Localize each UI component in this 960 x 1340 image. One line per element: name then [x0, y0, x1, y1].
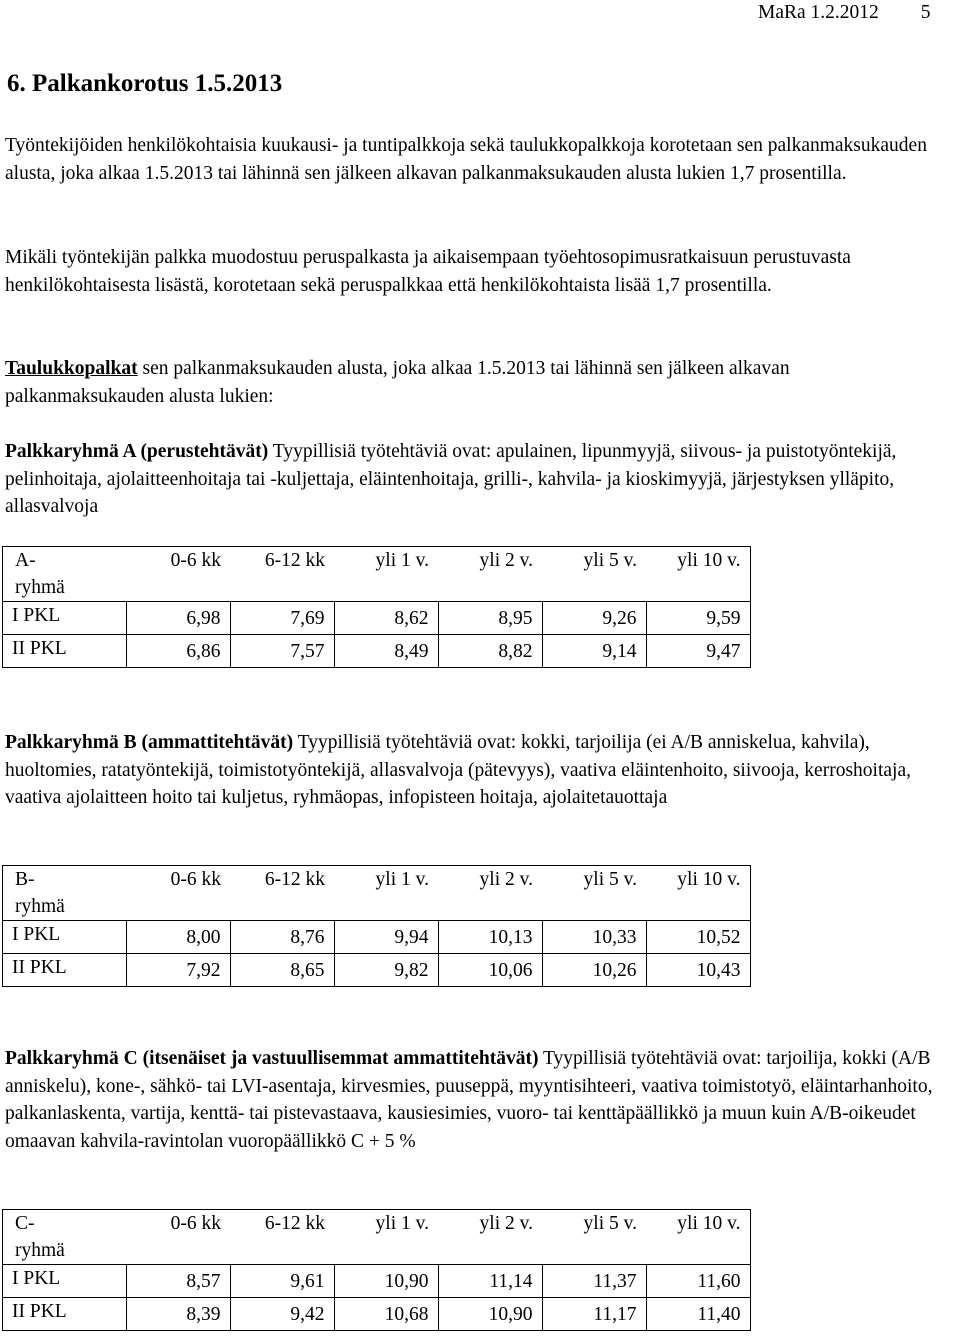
table-cell: 10,06	[438, 954, 542, 987]
table-cell: 8,00	[126, 921, 230, 954]
group-b-text: Tyypillisiä työtehtäviä ovat: kokki, tarjoilija (ei A/B anniskelua, kahvila), huoltomies, ratatyöntekijä, toimistotyöntekijä, allasvalvoja (pätevyys), vaativa eläintenhoito, siivooja, kerroshoitaja, vaativa ajolaitteen hoito tai kuljetus, ryhmäopas, infopisteen hoitaja, ajolaitetauottaja	[5, 732, 911, 808]
group-a-text: Tyypillisiä työtehtäviä ovat: apulainen, lipunmyyjä, siivous- ja puistotyöntekijä, pelinhoitaja, ajolaitteenhoitaja tai -kuljettaja, eläintenhoitaja, grilli-, kahvila- ja kioskimyyjä, järjestyksen ylläpito, allasvalvoja	[5, 441, 897, 517]
table-row	[3, 1298, 751, 1331]
table-cell: 10,33	[542, 921, 646, 954]
row-label: II PKL	[3, 1298, 127, 1331]
table-cell: 9,94	[334, 921, 438, 954]
column-header: yli 10 v.	[646, 866, 750, 921]
column-header: 6-12 kk	[230, 547, 334, 602]
table-cell: 11,60	[646, 1265, 750, 1298]
group-b-corner-label: B- ryhmä	[3, 866, 127, 921]
column-header: yli 1 v.	[334, 866, 438, 921]
table-cell: 8,57	[126, 1265, 230, 1298]
table-cell: 11,17	[542, 1298, 646, 1331]
table-cell: 7,57	[230, 635, 334, 668]
table-intro-rest: sen palkanmaksukauden alusta, joka alkaa 1.5.2013 tai lähinnä sen jälkeen alkavan palkanmaksukauden alusta lukien:	[5, 358, 790, 407]
column-header: yli 2 v.	[438, 1210, 542, 1265]
table-row	[3, 602, 751, 635]
table-cell: 11,40	[646, 1298, 750, 1331]
table-cell: 8,62	[334, 602, 438, 635]
table-cell: 9,47	[646, 635, 750, 668]
column-header: yli 10 v.	[646, 547, 750, 602]
table-cell: 8,82	[438, 635, 542, 668]
column-header: yli 2 v.	[438, 866, 542, 921]
column-header: yli 5 v.	[542, 547, 646, 602]
table-row	[3, 1265, 751, 1298]
column-header: yli 5 v.	[542, 1210, 646, 1265]
table-cell: 9,14	[542, 635, 646, 668]
group-b-header-row	[3, 866, 751, 921]
table-cell: 8,95	[438, 602, 542, 635]
column-header: yli 2 v.	[438, 547, 542, 602]
table-cell: 11,37	[542, 1265, 646, 1298]
group-c-description	[5, 1045, 945, 1155]
table-cell: 10,26	[542, 954, 646, 987]
second-paragraph: Mikäli työntekijän palkka muodostuu peruspalkasta ja aikaisempaan työehtosopimusratkaisuun perustuvasta henkilökohtaisesta lisästä, korotetaan sekä peruspalkkaa että henkilökohtaista lisää 1,7 prosentilla.	[5, 247, 851, 296]
column-header: yli 10 v.	[646, 1210, 750, 1265]
row-label: II PKL	[3, 954, 127, 987]
page-header	[758, 2, 931, 24]
row-label: I PKL	[3, 921, 127, 954]
table-cell: 10,52	[646, 921, 750, 954]
column-header: 6-12 kk	[230, 866, 334, 921]
table-cell: 10,90	[334, 1265, 438, 1298]
group-a-header-row	[3, 547, 751, 602]
group-c-table	[2, 1209, 751, 1331]
group-b-table	[2, 865, 751, 987]
row-label: II PKL	[3, 635, 127, 668]
group-a-heading: Palkkaryhmä A (perustehtävät)	[5, 441, 269, 462]
row-label: I PKL	[3, 1265, 127, 1298]
table-cell: 10,90	[438, 1298, 542, 1331]
table-cell: 8,39	[126, 1298, 230, 1331]
group-c-heading: Palkkaryhmä C (itsenäiset ja vastuullisemmat ammattitehtävät)	[5, 1048, 539, 1069]
table-cell: 6,86	[126, 635, 230, 668]
table-row	[3, 635, 751, 668]
header-doc-ref: MaRa 1.2.2012	[758, 2, 879, 23]
table-cell: 7,69	[230, 602, 334, 635]
column-header: 0-6 kk	[126, 547, 230, 602]
table-row	[3, 954, 751, 987]
section-title: 6. Palkankorotus 1.5.2013	[7, 70, 283, 97]
table-cell: 10,43	[646, 954, 750, 987]
row-label: I PKL	[3, 602, 127, 635]
column-header: 6-12 kk	[230, 1210, 334, 1265]
table-cell: 9,59	[646, 602, 750, 635]
table-intro-paragraph	[5, 355, 945, 410]
group-a-corner-label: A- ryhmä	[3, 547, 127, 602]
table-cell: 9,82	[334, 954, 438, 987]
group-b-heading: Palkkaryhmä B (ammattitehtävät)	[5, 732, 294, 753]
table-cell: 9,61	[230, 1265, 334, 1298]
table-intro-emphasis: Taulukkopalkat	[5, 358, 138, 379]
table-cell: 8,49	[334, 635, 438, 668]
table-cell: 7,92	[126, 954, 230, 987]
table-cell: 9,26	[542, 602, 646, 635]
table-cell: 8,76	[230, 921, 334, 954]
header-page-number: 5	[920, 2, 931, 23]
column-header: yli 1 v.	[334, 547, 438, 602]
group-b-description	[5, 729, 945, 812]
table-cell: 6,98	[126, 602, 230, 635]
column-header: yli 1 v.	[334, 1210, 438, 1265]
column-header: 0-6 kk	[126, 1210, 230, 1265]
column-header: 0-6 kk	[126, 866, 230, 921]
table-cell: 10,68	[334, 1298, 438, 1331]
table-cell: 9,42	[230, 1298, 334, 1331]
column-header: yli 5 v.	[542, 866, 646, 921]
group-c-header-row	[3, 1210, 751, 1265]
group-c-text: Tyypillisiä työtehtäviä ovat: tarjoilija, kokki (A/B anniskelu), kone-, sähkö- tai LVI-asentaja, kirvesmies, puuseppä, myyntisihteeri, vaativa toimistotyö, eläintarhanhoito, palkanlaskenta, vartija, kenttä- tai pistevastaava, kausiesimies, vuoro- tai kenttäpäällikkö ja muun kuin A/B-oikeudet omaavan kahvila-ravintolan vuoropäällikkö C + 5 %	[5, 1048, 933, 1152]
table-row	[3, 921, 751, 954]
group-a-table	[2, 546, 751, 668]
group-c-corner-label: C- ryhmä	[3, 1210, 127, 1265]
table-cell: 11,14	[438, 1265, 542, 1298]
table-cell: 10,13	[438, 921, 542, 954]
intro-paragraph: Työntekijöiden henkilökohtaisia kuukausi- ja tuntipalkkoja sekä taulukkopalkkoja korotetaan sen palkanmaksukauden alusta, joka alkaa 1.5.2013 tai lähinnä sen jälkeen alkavan palkanmaksukauden alusta lukien 1,7 prosentilla.	[5, 135, 927, 184]
group-a-description	[5, 438, 945, 521]
table-cell: 8,65	[230, 954, 334, 987]
